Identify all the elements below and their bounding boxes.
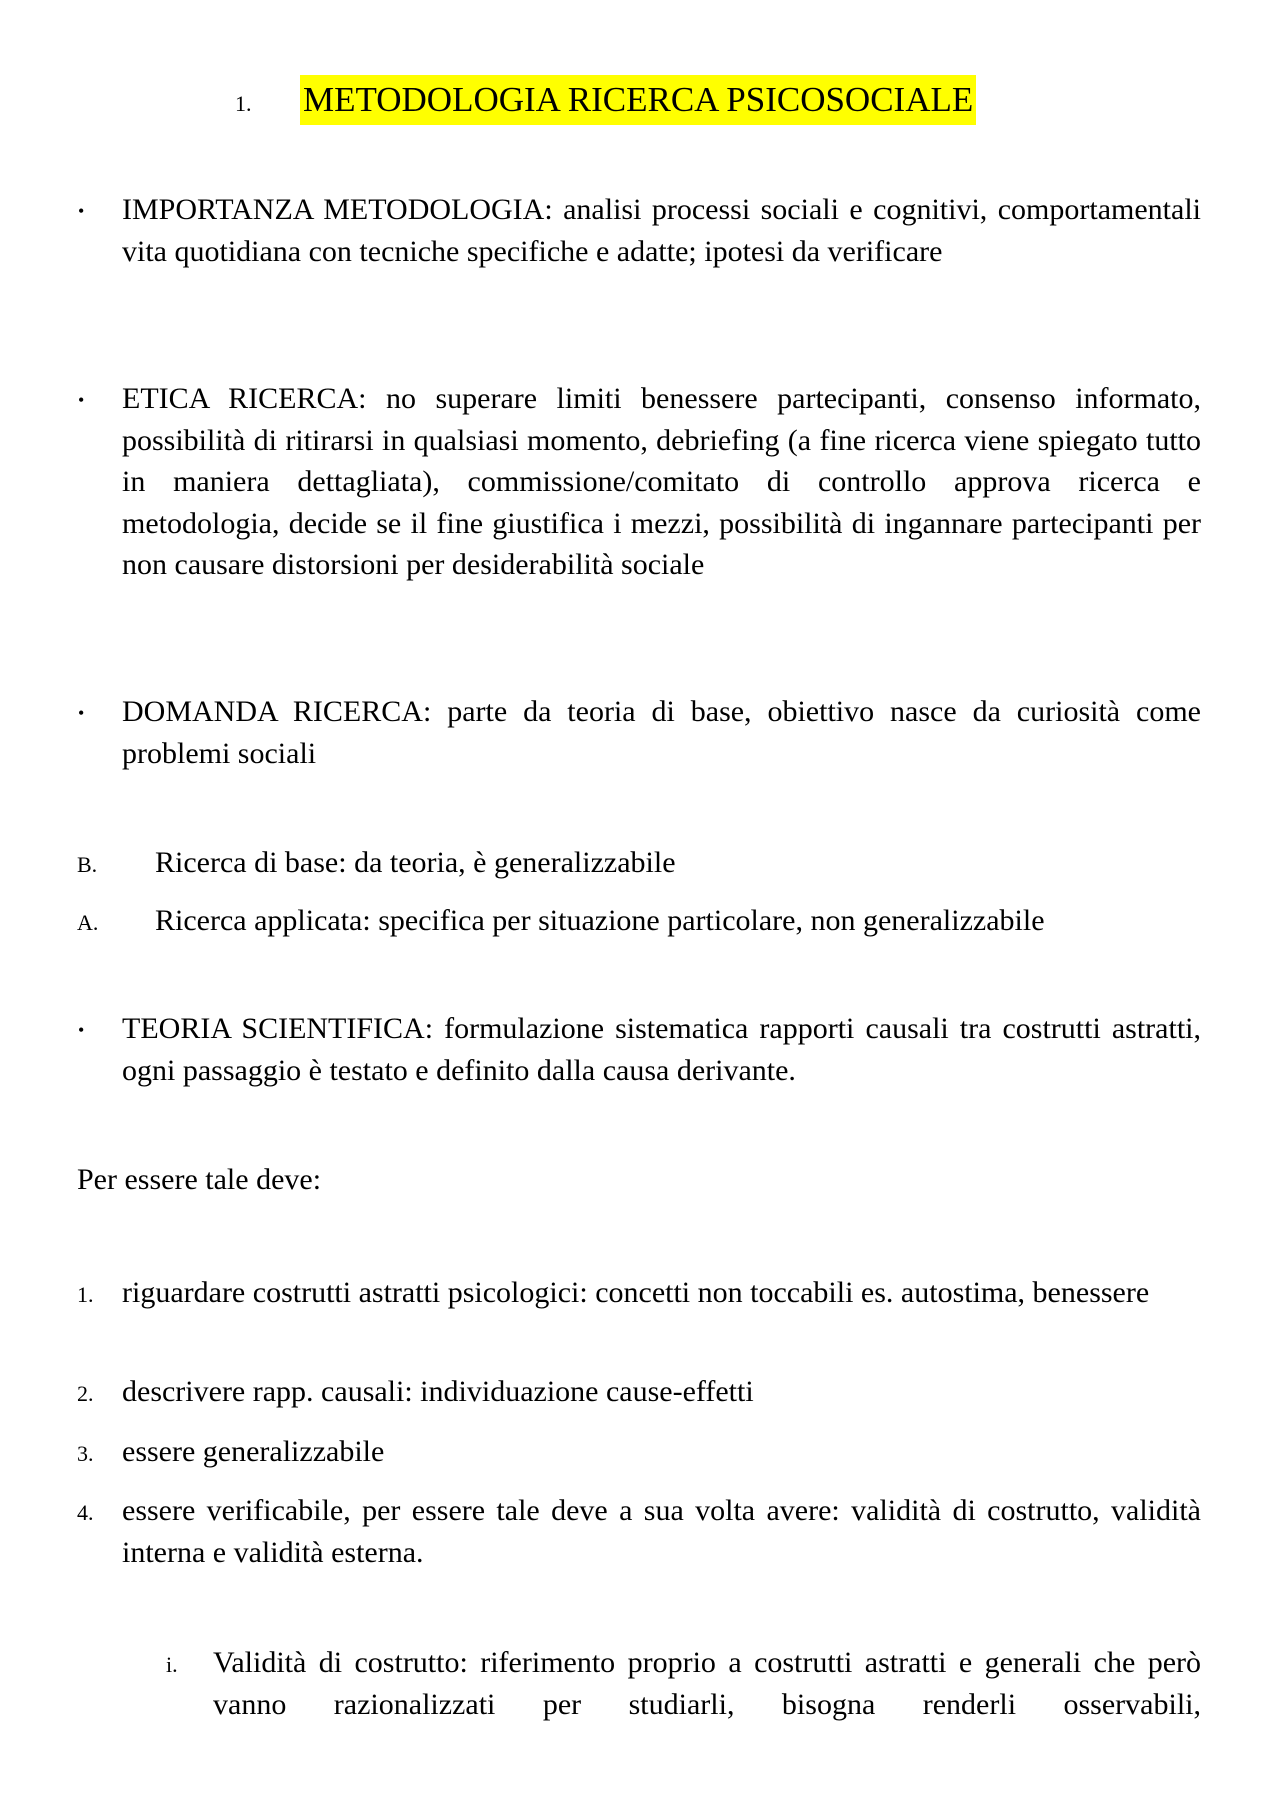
validity-text: Validità di costrutto: riferimento proprio a costrutti astratti e generali che però vanno razionalizzati per studiarli, bisogna renderli osservabili, bbox=[213, 1646, 1201, 1721]
research-type-text: Ricerca di base: da teoria, è generalizzabile bbox=[155, 846, 676, 879]
requirement-item bbox=[77, 1272, 1201, 1314]
number-marker: 3. bbox=[77, 1441, 94, 1466]
letter-marker: B. bbox=[77, 852, 98, 877]
bullet-text: TEORIA SCIENTIFICA: formulazione sistematica rapporti causali tra costrutti astratti, ogni passaggio è testato e definito dalla causa derivante. bbox=[122, 1012, 1201, 1087]
title-number: 1. bbox=[235, 91, 252, 116]
bullet-text: IMPORTANZA METODOLOGIA: analisi processi sociali e cognitivi, comportamentali vita quotidiana con tecniche specifiche e adatte; ipotesi da verificare bbox=[122, 193, 1201, 268]
number-marker: 1. bbox=[77, 1282, 94, 1307]
bullet-etica bbox=[78, 378, 1201, 586]
document-title bbox=[0, 75, 1280, 125]
bullet-teoria bbox=[78, 1008, 1201, 1091]
requirement-item bbox=[77, 1431, 1201, 1473]
requirement-item bbox=[77, 1490, 1201, 1573]
letter-marker: A. bbox=[77, 910, 99, 935]
bullet-marker: • bbox=[78, 390, 85, 410]
bullet-marker: • bbox=[78, 703, 85, 723]
bullet-text: DOMANDA RICERCA: parte da teoria di base, obiettivo nasce da curiosità come problemi sociali bbox=[122, 695, 1201, 770]
requirement-text: descrivere rapp. causali: individuazione cause-effetti bbox=[122, 1375, 754, 1408]
requirement-text: riguardare costrutti astratti psicologici: concetti non toccabili es. autostima, benessere bbox=[122, 1276, 1150, 1309]
bullet-importanza bbox=[78, 189, 1201, 272]
title-text: METODOLOGIA RICERCA PSICOSOCIALE bbox=[300, 75, 976, 125]
number-marker: 2. bbox=[77, 1381, 94, 1406]
bullet-domanda bbox=[78, 691, 1201, 774]
validity-item bbox=[166, 1642, 1201, 1725]
requirement-text: essere generalizzabile bbox=[122, 1435, 385, 1468]
intro-paragraph: Per essere tale deve: bbox=[77, 1163, 322, 1196]
research-type-base bbox=[77, 842, 1215, 884]
research-type-applicata bbox=[77, 900, 1215, 942]
number-marker: 4. bbox=[77, 1500, 94, 1525]
research-type-text: Ricerca applicata: specifica per situazione particolare, non generalizzabile bbox=[155, 904, 1045, 937]
bullet-text: ETICA RICERCA: no superare limiti benessere partecipanti, consenso informato, possibilità di ritirarsi in qualsiasi momento, debriefing (a fine ricerca viene spiegato tutto in maniera dettagliata), commissione/comitato di controllo approva ricerca e metodologia, decide se il fine giustifica i mezzi, possibilità di ingannare partecipanti per non causare distorsioni per desiderabilità sociale bbox=[122, 382, 1201, 581]
requirement-item bbox=[77, 1371, 1201, 1413]
bullet-marker: • bbox=[78, 1020, 85, 1040]
roman-marker: i. bbox=[166, 1652, 178, 1677]
requirement-text: essere verificabile, per essere tale deve a sua volta avere: validità di costrutto, validità interna e validità esterna. bbox=[122, 1494, 1201, 1569]
bullet-marker: • bbox=[78, 201, 85, 221]
